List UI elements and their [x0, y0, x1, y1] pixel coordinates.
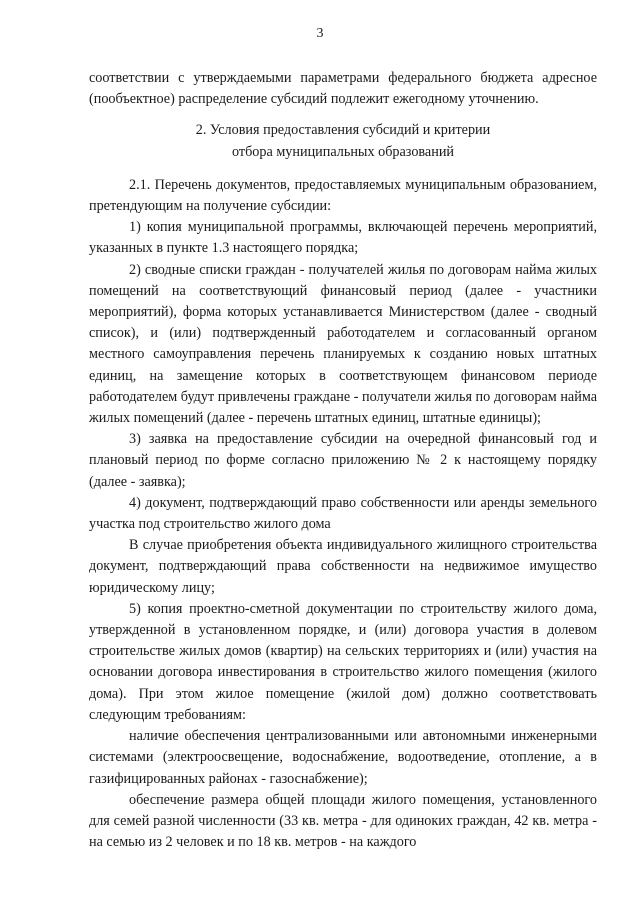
section-heading-line-2: отбора муниципальных образований: [231, 143, 455, 160]
section-heading: [89, 120, 597, 162]
paragraph-2-1: 2.1. Перечень документов, предоставляемых муниципальным образованием, претендующим на получение субсидии:: [89, 176, 597, 215]
list-item-5: 5) копия проектно-сметной документации по строительству жилого дома, утвержденной в установленном порядке, и (или) договора участия в долевом строительстве жилых домов (квартир) на сельских территориях и (или) участия на основании договора инвестирования в строительство жилого помещения (жилого дома). При этом жилое помещение (жилой дом) должно соответствовать следующим требованиям:: [89, 600, 597, 723]
list-item-2: 2) сводные списки граждан - получателей жилья по договорам найма жилых помещений на соответствующий финансовый период (далее - участники мероприятий), форма которых устанавливается Министерством (далее - сводный список), и (или) подтвержденный работодателем и согласованный органом местного самоуправления перечень планируемых к созданию новых штатных единиц, на замещение которых в соответствующем финансовом периоде работодателем будут привлечены граждане - получатели жилья по договорам найма жилых помещений (далее - перечень штатных единиц, штатные единицы);: [89, 261, 597, 427]
page-number: 3: [316, 26, 324, 41]
document-body: [89, 68, 597, 853]
list-item-3: 3) заявка на предоставление субсидии на очередной финансовый год и плановый период по форме согласно приложению № 2 к настоящему порядку (далее - заявка);: [89, 431, 597, 490]
list-item-4: 4) документ, подтверждающий право собственности или аренды земельного участка под строительство жилого дома: [89, 494, 597, 533]
list-item-4-note: В случае приобретения объекта индивидуального жилищного строительства документ, подтверждающий права собственности на недвижимое имущество юридическому лицу;: [89, 537, 597, 596]
requirement-engineering-systems: наличие обеспечения централизованными или автономными инженерными системами (электроосвещение, водоснабжение, водоотведение, отопление, а в газифицированных районах - газоснабжение);: [89, 728, 597, 787]
requirement-floor-area: обеспечение размера общей площади жилого помещения, установленного для семей разной численности (33 кв. метра - для одиноких граждан, 42 кв. метра - на семью из 2 человек и по 18 кв. метров - на каждого: [89, 791, 597, 851]
intro-paragraph: соответствии с утверждаемыми параметрами федерального бюджета адресное (пообъектное) распределение субсидий подлежит ежегодному уточнению.: [89, 70, 597, 108]
section-heading-line-1: 2. Условия предоставления субсидий и критерии: [195, 122, 491, 139]
list-item-1: 1) копия муниципальной программы, включающей перечень мероприятий, указанных в пункте 1.3 настоящего порядка;: [89, 219, 597, 257]
